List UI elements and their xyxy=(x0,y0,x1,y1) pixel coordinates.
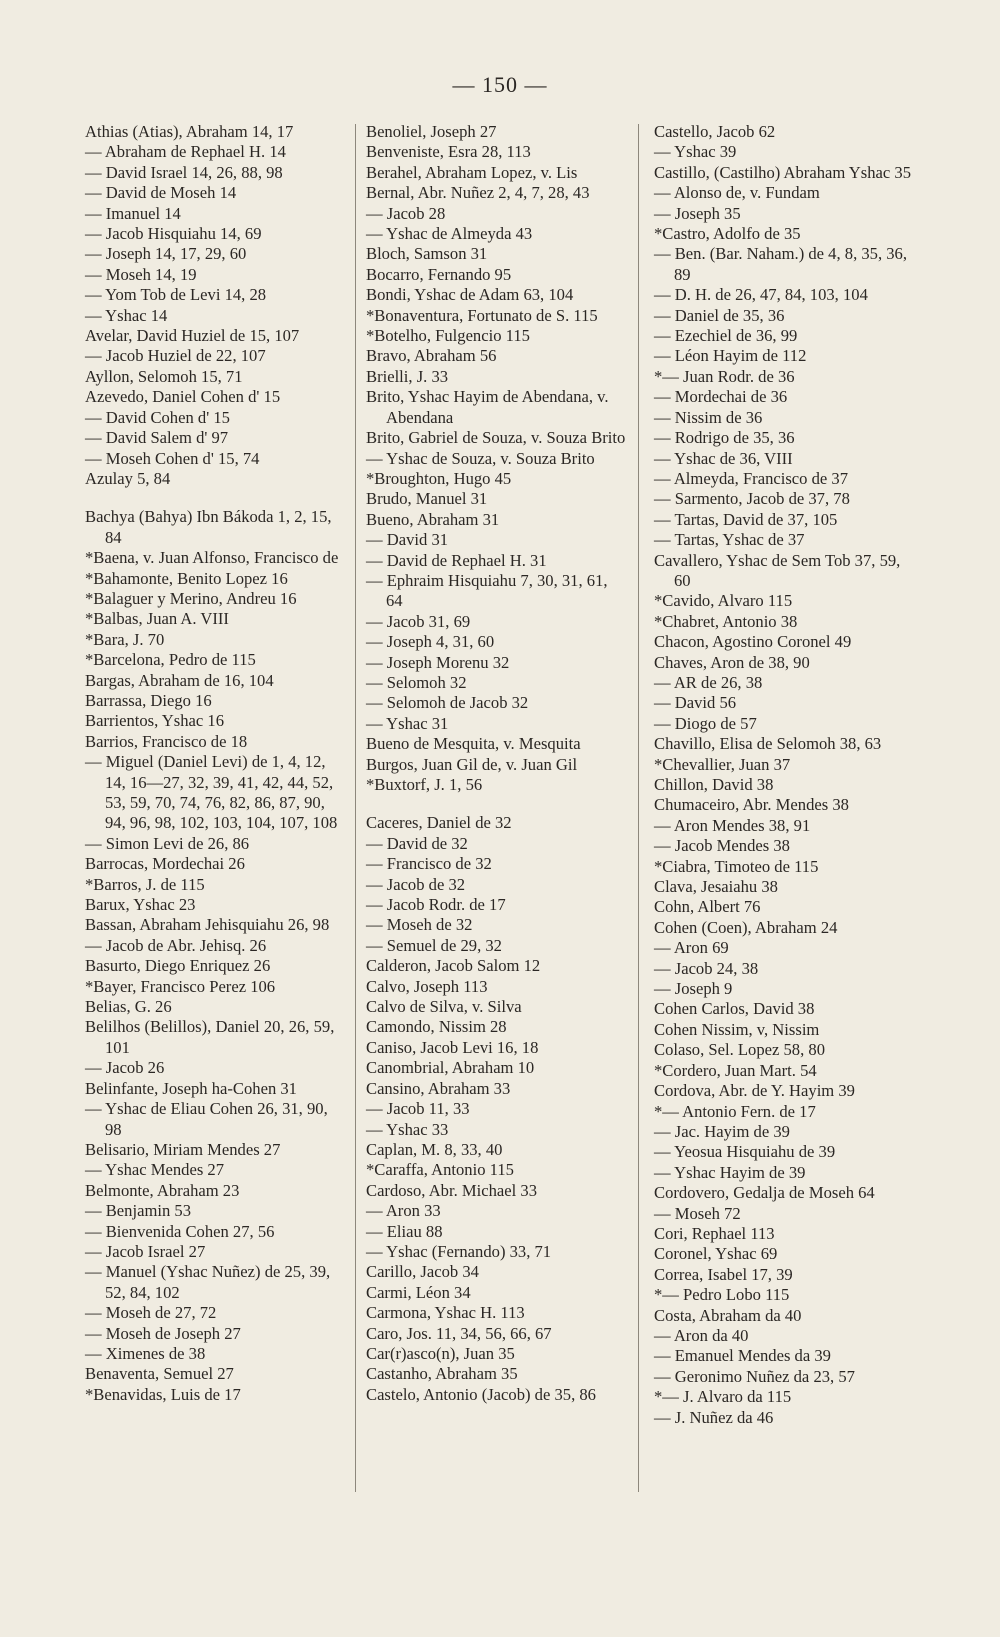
index-entry: Carillo, Jacob 34 xyxy=(366,1262,479,1282)
index-entry: Bernal, Abr. Nuñez 2, 4, 7, 28, 43 xyxy=(366,183,590,203)
index-entry: *Bara, J. 70 xyxy=(85,629,165,649)
index-entry: Azulay 5, 84 xyxy=(85,468,171,488)
index-entry: *Bahamonte, Benito Lopez 16 xyxy=(85,568,288,588)
index-entry: — David de Moseh 14 xyxy=(85,183,237,203)
index-column-1 xyxy=(85,122,347,1405)
index-entry: — Joseph Morenu 32 xyxy=(366,652,510,672)
index-entry: — AR de 26, 38 xyxy=(654,672,763,692)
index-entry: Bondi, Yshac de Adam 63, 104 xyxy=(366,285,574,305)
index-entry: Costa, Abraham da 40 xyxy=(654,1305,802,1325)
index-entry: *Buxtorf, J. 1, 56 xyxy=(366,775,483,794)
index-entry: Barux, Yshac 23 xyxy=(85,895,196,915)
index-entry: Calvo de Silva, v. Silva xyxy=(366,997,522,1017)
index-entry: Cordovero, Gedalja de Moseh 64 xyxy=(654,1183,875,1203)
index-entry: — Geronimo Nuñez da 23, 57 xyxy=(654,1366,855,1386)
index-entry: — Manuel (Yshac Nuñez) de 25, 39, 52, 84, 102 xyxy=(85,1262,331,1302)
index-entry: Cohen (Coen), Abraham 24 xyxy=(654,917,838,937)
index-entry: Colaso, Sel. Lopez 58, 80 xyxy=(654,1040,825,1060)
index-entry: *Balbas, Juan A. VIII xyxy=(85,609,229,629)
index-entry: — Benjamin 53 xyxy=(85,1201,192,1221)
index-entry: — Aron 69 xyxy=(654,938,729,958)
index-entry: — Eliau 88 xyxy=(366,1221,443,1241)
index-entry: Berahel, Abraham Lopez, v. Lis xyxy=(366,162,578,182)
index-entry: — David de 32 xyxy=(366,833,468,853)
index-entry: — Yshac Hayim de 39 xyxy=(654,1162,806,1182)
index-entry: — Aron Mendes 38, 91 xyxy=(654,815,811,835)
index-entry: *— J. Alvaro da 115 xyxy=(654,1387,792,1407)
index-entry: Bachya (Bahya) Ibn Bákoda 1, 2, 15, 84 xyxy=(85,507,332,547)
index-entry: Chacon, Agostino Coronel 49 xyxy=(654,632,852,652)
index-entry: Caniso, Jacob Levi 16, 18 xyxy=(366,1037,539,1057)
index-entry: — Joseph 35 xyxy=(654,203,741,223)
index-entry: — Ezechiel de 36, 99 xyxy=(654,326,798,346)
index-entry: *— Juan Rodr. de 36 xyxy=(654,366,795,386)
index-entry: — Yshac de Almeyda 43 xyxy=(366,224,533,244)
index-entry: — Sarmento, Jacob de 37, 78 xyxy=(654,489,850,509)
index-entry: — Yshac Mendes 27 xyxy=(85,1160,225,1180)
index-entry: Belisario, Miriam Mendes 27 xyxy=(85,1139,281,1159)
index-entry: — Léon Hayim de 112 xyxy=(654,346,807,366)
index-entry: *Cavido, Alvaro 115 xyxy=(654,591,793,611)
index-entry: — David 31 xyxy=(366,530,449,550)
index-entry: — Yeosua Hisquiahu de 39 xyxy=(654,1142,836,1162)
index-entry: Barrassa, Diego 16 xyxy=(85,690,212,710)
index-entry: — Jacob 24, 38 xyxy=(654,958,759,978)
index-entry: — D. H. de 26, 47, 84, 103, 104 xyxy=(654,285,868,305)
index-entry: Caceres, Daniel de 32 xyxy=(366,813,512,833)
index-entry: Chumaceiro, Abr. Mendes 38 xyxy=(654,795,849,815)
index-entry: — Yshac 31 xyxy=(366,713,449,733)
index-entry: — Simon Levi de 26, 86 xyxy=(85,833,250,853)
index-entry: — Nissim de 36 xyxy=(654,407,763,427)
index-entry: Bloch, Samson 31 xyxy=(366,244,488,264)
index-column-2 xyxy=(366,122,628,1405)
index-entry: — Jacob 31, 69 xyxy=(366,611,471,631)
index-entry: *Balaguer y Merino, Andreu 16 xyxy=(85,588,297,608)
index-entry: Carmona, Yshac H. 113 xyxy=(366,1303,525,1323)
index-entry: Ayllon, Selomoh 15, 71 xyxy=(85,366,243,386)
index-entry: Belias, G. 26 xyxy=(85,997,172,1017)
index-entry: *Botelho, Fulgencio 115 xyxy=(366,326,530,346)
index-entry: Cohn, Albert 76 xyxy=(654,897,761,917)
index-entry: Caro, Jos. 11, 34, 56, 66, 67 xyxy=(366,1323,552,1343)
index-entry: *Baena, v. Juan Alfonso, Francisco de xyxy=(85,548,339,568)
index-entry: *Caraffa, Antonio 115 xyxy=(366,1160,514,1180)
index-entry: Clava, Jesaiahu 38 xyxy=(654,877,778,897)
index-entry: Cori, Rephael 113 xyxy=(654,1223,775,1243)
index-entry: Benoliel, Joseph 27 xyxy=(366,122,497,141)
index-entry: *Bayer, Francisco Perez 106 xyxy=(85,976,276,996)
index-entry: Castanho, Abraham 35 xyxy=(366,1364,518,1384)
index-entry: Brudo, Manuel 31 xyxy=(366,489,488,509)
index-entry: Barrios, Francisco de 18 xyxy=(85,731,248,751)
index-entry: — David Cohen d' 15 xyxy=(85,407,230,427)
index-entry: — Alonso de, v. Fundam xyxy=(654,183,820,203)
index-entry: — Jacob Huziel de 22, 107 xyxy=(85,346,266,366)
index-entry: — Moseh 72 xyxy=(654,1203,741,1223)
index-entry: — Imanuel 14 xyxy=(85,203,181,223)
index-entry: — Moseh Cohen d' 15, 74 xyxy=(85,448,260,468)
index-entry: — Ben. (Bar. Naham.) de 4, 8, 35, 36, 89 xyxy=(654,244,908,284)
index-entry: — Jacob Rodr. de 17 xyxy=(366,895,506,915)
index-entry: *Chevallier, Juan 37 xyxy=(654,754,791,774)
index-entry: — Jacob de 32 xyxy=(366,874,466,894)
index-entry: — Joseph 4, 31, 60 xyxy=(366,632,495,652)
index-entry: Belinfante, Joseph ha-Cohen 31 xyxy=(85,1078,297,1098)
index-entry: — Yom Tob de Levi 14, 28 xyxy=(85,285,267,305)
index-entry: — Jacob Mendes 38 xyxy=(654,836,790,856)
index-entry: Bueno de Mesquita, v. Mesquita xyxy=(366,734,581,754)
index-entry: *Barros, J. de 115 xyxy=(85,874,205,894)
index-entry: — J. Nuñez da 46 xyxy=(654,1407,774,1427)
index-entry: Belmonte, Abraham 23 xyxy=(85,1180,240,1200)
index-entry: Barrocas, Mordechai 26 xyxy=(85,854,245,874)
index-entry: Bravo, Abraham 56 xyxy=(366,346,497,366)
index-entry: — Selomoh de Jacob 32 xyxy=(366,693,529,713)
column-divider xyxy=(355,124,356,1492)
index-entry: Castello, Jacob 62 xyxy=(654,122,776,141)
index-entry: Car(r)asco(n), Juan 35 xyxy=(366,1343,515,1363)
index-entry: — Diogo de 57 xyxy=(654,713,757,733)
index-entry: Castillo, (Castilho) Abraham Yshac 35 xyxy=(654,162,912,182)
index-entry: — Bienvenida Cohen 27, 56 xyxy=(85,1221,275,1241)
index-entry: *— Antonio Fern. de 17 xyxy=(654,1101,816,1121)
index-entry: Barrientos, Yshac 16 xyxy=(85,711,225,731)
index-entry: Caplan, M. 8, 33, 40 xyxy=(366,1139,503,1159)
index-entry: — Jacob Israel 27 xyxy=(85,1241,206,1261)
index-entry: — David Israel 14, 26, 88, 98 xyxy=(85,162,283,182)
index-entry: Calvo, Joseph 113 xyxy=(366,976,488,996)
index-entry: — Miguel (Daniel Levi) de 1, 4, 12, 14, 16—27, 32, 39, 41, 42, 44, 52, 53, 59, 70, 74, 76, 82, 86, 87, 90, 94, 96, 98, 102, 103, 104, 107, 108 xyxy=(85,752,338,833)
index-entry: Avelar, David Huziel de 15, 107 xyxy=(85,326,300,346)
index-entry: Chaves, Aron de 38, 90 xyxy=(654,652,810,672)
column-divider xyxy=(638,124,639,1492)
index-entry: Burgos, Juan Gil de, v. Juan Gil xyxy=(366,754,578,774)
index-entry: Bueno, Abraham 31 xyxy=(366,509,500,529)
index-entry: Belilhos (Belillos), Daniel 20, 26, 59, 101 xyxy=(85,1017,335,1057)
index-entry: Benveniste, Esra 28, 113 xyxy=(366,142,531,162)
index-entry: Bargas, Abraham de 16, 104 xyxy=(85,670,274,690)
index-entry: Cardoso, Abr. Michael 33 xyxy=(366,1180,537,1200)
index-entry: — Aron 33 xyxy=(366,1201,441,1221)
index-entry: Cordova, Abr. de Y. Hayim 39 xyxy=(654,1081,855,1101)
index-entry: — Ximenes de 38 xyxy=(85,1343,206,1363)
index-entry: — Yshac 14 xyxy=(85,305,168,325)
index-entry: — Moseh de Joseph 27 xyxy=(85,1323,241,1343)
index-entry: — Yshac 33 xyxy=(366,1119,449,1139)
index-entry: — Abraham de Rephael H. 14 xyxy=(85,142,286,162)
index-entry: Coronel, Yshac 69 xyxy=(654,1244,778,1264)
index-entry: — Moseh 14, 19 xyxy=(85,264,197,284)
index-entry: — Almeyda, Francisco de 37 xyxy=(654,468,849,488)
index-entry: Bocarro, Fernando 95 xyxy=(366,264,512,284)
index-entry: — Tartas, Yshac de 37 xyxy=(654,530,805,550)
index-entry: — Joseph 14, 17, 29, 60 xyxy=(85,244,247,264)
index-entry: — Jacob de Abr. Jehisq. 26 xyxy=(85,935,267,955)
index-entry: *— Pedro Lobo 115 xyxy=(654,1285,790,1305)
index-entry: — Selomoh 32 xyxy=(366,672,467,692)
index-entry: Brielli, J. 33 xyxy=(366,366,449,386)
index-entry: Cavallero, Yshac de Sem Tob 37, 59, 60 xyxy=(654,550,901,590)
index-entry: Calderon, Jacob Salom 12 xyxy=(366,956,541,976)
index-entry: Brito, Gabriel de Souza, v. Souza Brito xyxy=(366,428,626,448)
index-entry: Cansino, Abraham 33 xyxy=(366,1078,511,1098)
index-entry: Cohen Carlos, David 38 xyxy=(654,999,815,1019)
index-entry: — Aron da 40 xyxy=(654,1325,749,1345)
index-entry: — Jac. Hayim de 39 xyxy=(654,1121,790,1141)
index-entry: *Chabret, Antonio 38 xyxy=(654,611,798,631)
index-entry: — David de Rephael H. 31 xyxy=(366,550,547,570)
index-entry: — Rodrigo de 35, 36 xyxy=(654,428,795,448)
index-entry: — Yshac (Fernando) 33, 71 xyxy=(366,1241,552,1261)
index-entry: — Jacob 11, 33 xyxy=(366,1099,470,1119)
index-entry: — David 56 xyxy=(654,693,737,713)
index-entry: — Yshac de 36, VIII xyxy=(654,448,793,468)
index-entry: *Bonaventura, Fortunato de S. 115 xyxy=(366,305,598,325)
index-entry: *Cordero, Juan Mart. 54 xyxy=(654,1060,817,1080)
index-entry: — Francisco de 32 xyxy=(366,854,492,874)
index-entry: Bassan, Abraham Jehisquiahu 26, 98 xyxy=(85,915,330,935)
index-entry: — Mordechai de 36 xyxy=(654,387,788,407)
index-entry: Azevedo, Daniel Cohen d' 15 xyxy=(85,387,281,407)
index-entry: Athias (Atias), Abraham 14, 17 xyxy=(85,122,294,141)
index-entry: — Moseh de 32 xyxy=(366,915,473,935)
index-entry: Basurto, Diego Enriquez 26 xyxy=(85,956,271,976)
index-entry: Carmi, Léon 34 xyxy=(366,1282,471,1302)
index-entry: *Barcelona, Pedro de 115 xyxy=(85,650,256,670)
index-entry: — Emanuel Mendes da 39 xyxy=(654,1346,831,1366)
index-column-3 xyxy=(654,122,916,1428)
index-entry: Benaventa, Semuel 27 xyxy=(85,1364,234,1384)
index-entry: Chillon, David 38 xyxy=(654,775,774,794)
index-entry: Castelo, Antonio (Jacob) de 35, 86 xyxy=(366,1384,596,1404)
index-entry: — Tartas, David de 37, 105 xyxy=(654,509,838,529)
index-entry: — Moseh de 27, 72 xyxy=(85,1303,217,1323)
index-entry: *Castro, Adolfo de 35 xyxy=(654,224,801,244)
index-entry: — Ephraim Hisquiahu 7, 30, 31, 61, 64 xyxy=(366,570,608,611)
index-entry: — David Salem d' 97 xyxy=(85,428,229,448)
index-entry: — Jacob 28 xyxy=(366,203,446,223)
index-entry: *Benavidas, Luis de 17 xyxy=(85,1384,241,1404)
page-number: — 150 — xyxy=(452,72,548,97)
index-entry: Camondo, Nissim 28 xyxy=(366,1017,507,1037)
index-entry: — Jacob 26 xyxy=(85,1058,165,1078)
index-entry: Brito, Yshac Hayim de Abendana, v. Abendana xyxy=(366,387,609,427)
index-entry: — Yshac 39 xyxy=(654,142,737,162)
index-entry: — Jacob Hisquiahu 14, 69 xyxy=(85,224,262,244)
index-entry: Canombrial, Abraham 10 xyxy=(366,1058,535,1078)
index-entry: — Yshac de Souza, v. Souza Brito xyxy=(366,448,595,468)
index-entry: — Joseph 9 xyxy=(654,979,733,999)
index-entry: Chavillo, Elisa de Selomoh 38, 63 xyxy=(654,734,882,754)
index-entry: — Semuel de 29, 32 xyxy=(366,935,502,955)
index-entry: Cohen Nissim, v, Nissim xyxy=(654,1019,820,1039)
index-entry: *Broughton, Hugo 45 xyxy=(366,468,512,488)
index-entry: *Ciabra, Timoteo de 115 xyxy=(654,856,819,876)
index-entry: — Yshac de Eliau Cohen 26, 31, 90, 98 xyxy=(85,1099,328,1139)
index-entry: Correa, Isabel 17, 39 xyxy=(654,1264,793,1284)
index-entry: — Daniel de 35, 36 xyxy=(654,305,785,325)
